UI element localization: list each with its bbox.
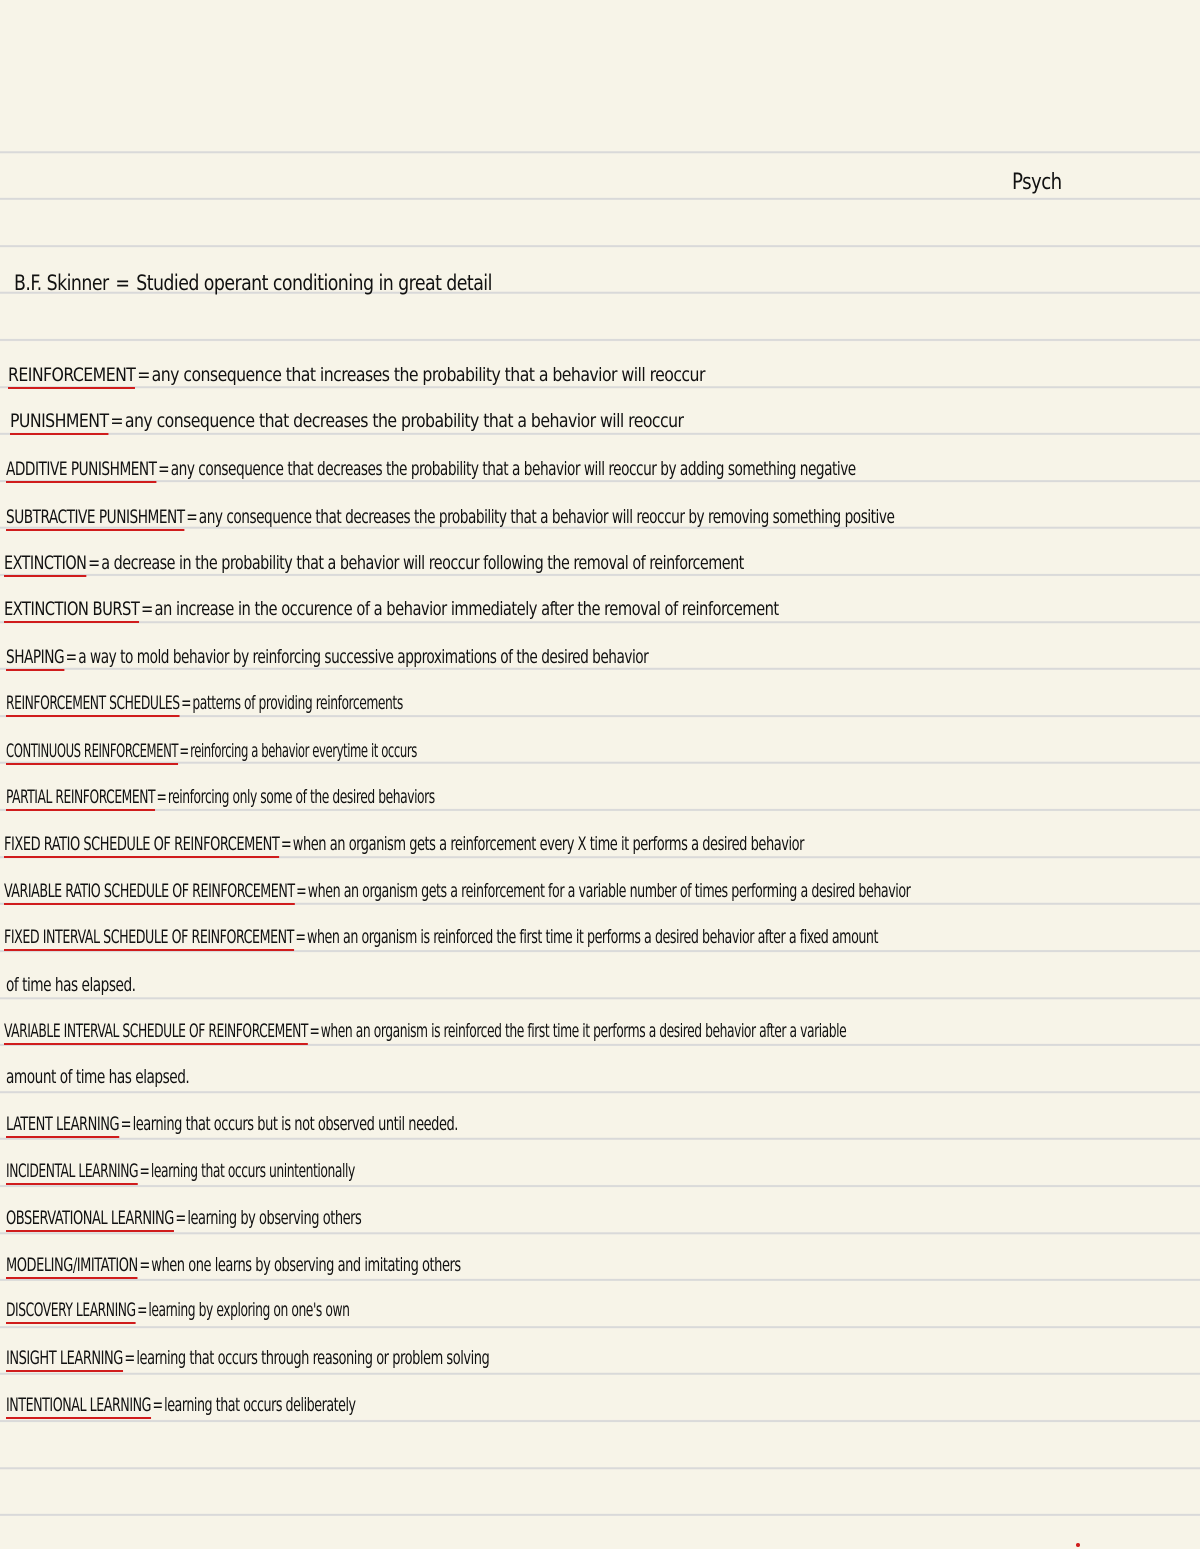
entry-latent-learning [6, 1113, 458, 1135]
entry-term: CONTINUOUS REINFORCEMENT [6, 740, 178, 765]
entry-definition: any consequence that decreases the probability that a behavior will reoccur by adding something negative [170, 458, 856, 480]
entry-separator: = [141, 598, 153, 620]
entry-term: INCIDENTAL LEARNING [6, 1160, 138, 1185]
subject-heading: Psych [1012, 170, 1062, 195]
entry-term: INSIGHT LEARNING [6, 1347, 123, 1372]
entry-fixed-interval-continued: of time has elapsed. [6, 974, 136, 996]
entry-fixed-interval [4, 926, 878, 948]
entry-reinforcement-schedules [6, 692, 403, 714]
entry-definition: any consequence that decreases the probability that a behavior will reoccur [124, 410, 684, 432]
entry-separator: = [296, 880, 307, 902]
entry-definition: reinforcing a behavior everytime it occurs [190, 740, 417, 762]
entry-intentional-learning [6, 1394, 356, 1416]
entry-separator: = [156, 786, 167, 808]
entry-separator: = [137, 1299, 147, 1321]
entry-definition: when an organism is reinforced the first time it performs a desired behavior after a variable [320, 1020, 847, 1042]
intro-separator: = [115, 271, 130, 295]
entry-term: VARIABLE RATIO SCHEDULE OF REINFORCEMENT [4, 880, 295, 905]
ink-dot [1076, 1543, 1080, 1547]
entry-separator: = [110, 410, 124, 432]
entry-term: LATENT LEARNING [6, 1113, 119, 1138]
entry-definition: reinforcing only some of the desired behaviors [167, 786, 435, 808]
entry-variable-ratio [4, 880, 910, 902]
entry-term: SHAPING [6, 646, 64, 671]
entry-separator: = [179, 740, 189, 762]
entry-punishment [10, 410, 683, 432]
entry-continuous-reinforcement [6, 740, 417, 762]
intro-line [14, 272, 492, 294]
entry-term: ADDITIVE PUNISHMENT [6, 458, 157, 483]
entry-insight-learning [6, 1347, 489, 1369]
entry-definition: a decrease in the probability that a behavior will reoccur following the removal of reinforcement [101, 552, 744, 574]
entry-observational-learning [6, 1207, 361, 1229]
entry-separator: = [280, 833, 292, 855]
entry-shaping [6, 646, 648, 668]
entry-separator: = [120, 1113, 132, 1135]
entry-reinforcement [8, 364, 705, 386]
entry-definition: an increase in the occurence of a behavior immediately after the removal of reinforcement [154, 598, 779, 620]
entry-fixed-ratio [4, 833, 804, 855]
entry-separator: = [175, 1207, 186, 1229]
entry-term: OBSERVATIONAL LEARNING [6, 1207, 174, 1232]
intro-text: Studied operant conditioning in great detail [136, 271, 492, 295]
entry-separator: = [158, 458, 170, 480]
entry-separator: = [65, 646, 77, 668]
entry-partial-reinforcement [6, 786, 435, 808]
entry-extinction-burst [4, 598, 779, 620]
entry-separator: = [88, 552, 100, 574]
entry-term: PARTIAL REINFORCEMENT [6, 786, 155, 811]
entry-definition: learning by observing others [187, 1207, 362, 1229]
entry-additive-punishment [6, 458, 856, 480]
entry-definition: learning that occurs unintentionally [150, 1160, 355, 1182]
entry-definition: any consequence that increases the probability that a behavior will reoccur [151, 364, 705, 386]
entry-definition: a way to mold behavior by reinforcing successive approximations of the desired behavior [78, 646, 649, 668]
entry-term: FIXED INTERVAL SCHEDULE OF REINFORCEMENT [4, 926, 294, 951]
entry-separator: = [152, 1394, 163, 1416]
entry-term: EXTINCTION BURST [4, 598, 139, 623]
entry-term: SUBTRACTIVE PUNISHMENT [6, 506, 185, 531]
entry-term: EXTINCTION [4, 552, 86, 577]
entry-variable-interval-continued: amount of time has elapsed. [6, 1066, 190, 1088]
entry-extinction [4, 552, 744, 574]
entry-definition: when one learns by observing and imitating others [151, 1254, 461, 1276]
entry-variable-interval [4, 1020, 846, 1042]
entry-definition: when an organism gets a reinforcement every X time it performs a desired behavior [292, 833, 804, 855]
entry-definition: patterns of providing reinforcements [192, 692, 403, 714]
entry-separator: = [186, 506, 198, 528]
entry-definition: learning that occurs deliberately [164, 1394, 356, 1416]
entry-term: DISCOVERY LEARNING [6, 1299, 136, 1324]
entry-term: VARIABLE INTERVAL SCHEDULE OF REINFORCEMENT [4, 1020, 308, 1045]
entry-definition: when an organism gets a reinforcement for a variable number of times performing a desired behavior [307, 880, 911, 902]
entry-term: PUNISHMENT [10, 410, 109, 435]
entry-definition: learning that occurs through reasoning or problem solving [136, 1347, 490, 1369]
entry-term: FIXED RATIO SCHEDULE OF REINFORCEMENT [4, 833, 279, 858]
entry-term: MODELING/IMITATION [6, 1254, 138, 1279]
entry-incidental-learning [6, 1160, 355, 1182]
entry-separator: = [295, 926, 306, 948]
entry-definition: when an organism is reinforced the first time it performs a desired behavior after a fixed amount [307, 926, 879, 948]
entry-term: REINFORCEMENT [8, 364, 135, 389]
intro-name: B.F. Skinner [14, 271, 109, 295]
entry-definition: learning by exploring on one's own [148, 1299, 350, 1321]
entry-separator: = [139, 1160, 150, 1182]
entry-term: INTENTIONAL LEARNING [6, 1394, 151, 1419]
entry-separator: = [137, 364, 150, 386]
entry-definition: any consequence that decreases the probability that a behavior will reoccur by removing something positive [198, 506, 895, 528]
entry-term: REINFORCEMENT SCHEDULES [6, 692, 180, 717]
entry-modeling-imitation [6, 1254, 461, 1276]
entry-separator: = [124, 1347, 135, 1369]
entry-separator: = [309, 1020, 320, 1042]
entry-discovery-learning [6, 1299, 349, 1321]
entry-definition: learning that occurs but is not observed until needed. [132, 1113, 458, 1135]
entry-separator: = [139, 1254, 150, 1276]
entry-separator: = [181, 692, 191, 714]
entry-subtractive-punishment [6, 506, 894, 528]
